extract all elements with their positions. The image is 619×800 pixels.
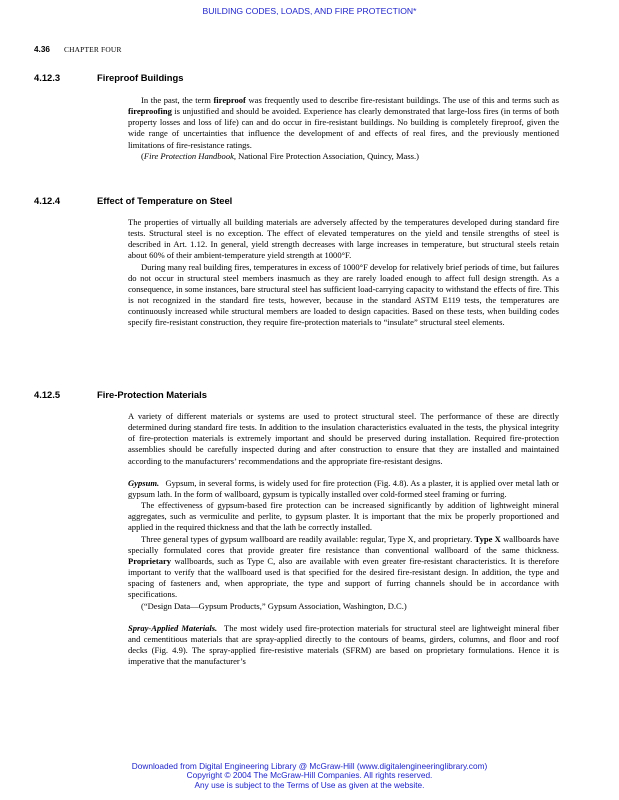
section-heading-fire-protection-materials — [34, 389, 574, 400]
footer-copyright-line: Copyright © 2004 The McGraw-Hill Companies. All rights reserved. — [186, 770, 433, 781]
run-in-heading: Gypsum. — [128, 477, 160, 488]
paragraph: A variety of different materials or systems are used to protect structural steel. The performance of these are directly determined during standard fire tests. In addition to the insulation characteristics evaluated in the tests, the physical integrity of fire-protection materials is extremely important and should be preserved during installation. Required fire-protection assemblies should be carefully inspected during and after construction to ensure that they are installed and maintained according to the manufacturers’ recommendations and the appropriate fire-resistant designs. — [128, 411, 559, 466]
paragraph: During many real building fires, temperatures in excess of 1000°F develop for relatively brief periods of time, but failures do not occur in structural steel members inasmuch as they are rarely loaded enough to affect full design strength. As a consequence, in some instances, bare structural steel has sufficient load-carrying capacity to withstand the effects of fire. This is not recognized in the standard fire tests, however, because in the standard ASTM E119 tests, the temperatures are continuously increased while structural members are loaded to design capacities. Based on these tests, when building codes specify fire-resistant construction, they require fire-protection materials to “insulate” structural steel elements. — [128, 261, 559, 328]
section-heading-temperature — [34, 195, 574, 206]
paragraph-gypsum: Gypsum. Gypsum, in several forms, is widely used for fire protection (Fig. 4.8). As a plaster, it is applied over metal lath or gypsum lath. In the form of wallboard, gypsum is typically installed over cold-formed steel framing or furring. — [128, 477, 560, 499]
section-title: Fire-Protection Materials — [97, 389, 207, 400]
paragraph: Three general types of gypsum wallboard are readily available: regular, Type X, and proprietary. Type X wallboards have specially formulated cores that provide greater fire resistance than conventional wallboard of the same thickness. Proprietary wallboards, such as Type C, also are available with even greater fire-resistant characteristics. It is therefore important to verify that the wallboard used is that specified for the desired fire-resistant design. In addition, the type and spacing of fasteners and, when appropriate, the type and support of furring channels should be in accordance with specifications. — [128, 533, 559, 600]
section-title: Effect of Temperature on Steel — [97, 195, 233, 206]
page-header — [34, 45, 122, 54]
citation: (“Design Data—Gypsum Products,” Gypsum Association, Washington, D.C.) — [141, 600, 407, 611]
footer-terms-line[interactable]: Any use is subject to the Terms of Use as given at the website. — [194, 779, 425, 790]
paragraph-spray-applied: Spray-Applied Materials. The most widely used fire-protection materials for structural steel are lightweight mineral fiber and cementitious materials that are spray-applied directly to the contours of beams, girders, columns, and floor and roof decks (Fig. 4.9). The spray-applied fire-resistive materials (SFRM) are based on proprietary formulations. Hence it is imperative that the manufacturer’s — [128, 622, 559, 667]
page-number: 4.36 — [34, 45, 50, 54]
paragraph: In the past, the term fireproof was frequently used to describe fire-resistant buildings. The use of this and terms such as fireproofing is unjustified and should be avoided. Experience has clearly demonstrated that large-loss fires (in terms of both property losses and loss of life) can and do occur in fire-resistant buildings. No building is completely fireproof, given the wide range of uncertainties that influence the development of and effects of real fires, and the previously mentioned limitations of fire-resistance ratings. — [128, 95, 559, 150]
section-title: Fireproof Buildings — [97, 72, 184, 83]
section-number: 4.12.5 — [34, 389, 61, 400]
section-body-fireproof — [128, 95, 559, 162]
citation: (Fire Protection Handbook, National Fire Protection Association, Quincy, Mass.) — [141, 150, 419, 161]
footer-download-line[interactable]: Downloaded from Digital Engineering Library @ McGraw-Hill (www.digitalengineeringlibrary.com) — [131, 761, 488, 771]
chapter-label: CHAPTER FOUR — [63, 45, 122, 54]
download-footer — [0, 762, 619, 790]
section-body-temperature — [128, 217, 559, 329]
section-heading-fireproof — [34, 72, 574, 83]
run-in-heading: Spray-Applied Materials. — [128, 622, 218, 633]
paragraph: The effectiveness of gypsum-based fire protection can be increased significantly by addition of lightweight mineral aggregates, such as vermiculite and perlite, to gypsum plaster. It is important that the mix be properly proportioned and applied in the required thickness and that the lath be correctly installed. — [128, 500, 559, 533]
section-body-fire-protection-materials — [128, 411, 559, 667]
section-number: 4.12.3 — [34, 72, 61, 83]
paragraph: The properties of virtually all building materials are adversely affected by the temperatures developed during standard fire tests. Structural steel is no exception. The effect of elevated temperatures on the yield and tensile strengths of steel is described in Art. 1.12. In general, yield strength decreases with large increases in temperature, but structural steels retain about 60% of their ambient-temperature yield strength at 1000°F. — [128, 217, 559, 261]
running-banner: BUILDING CODES, LOADS, AND FIRE PROTECTION* — [202, 6, 417, 16]
section-number: 4.12.4 — [34, 195, 61, 206]
